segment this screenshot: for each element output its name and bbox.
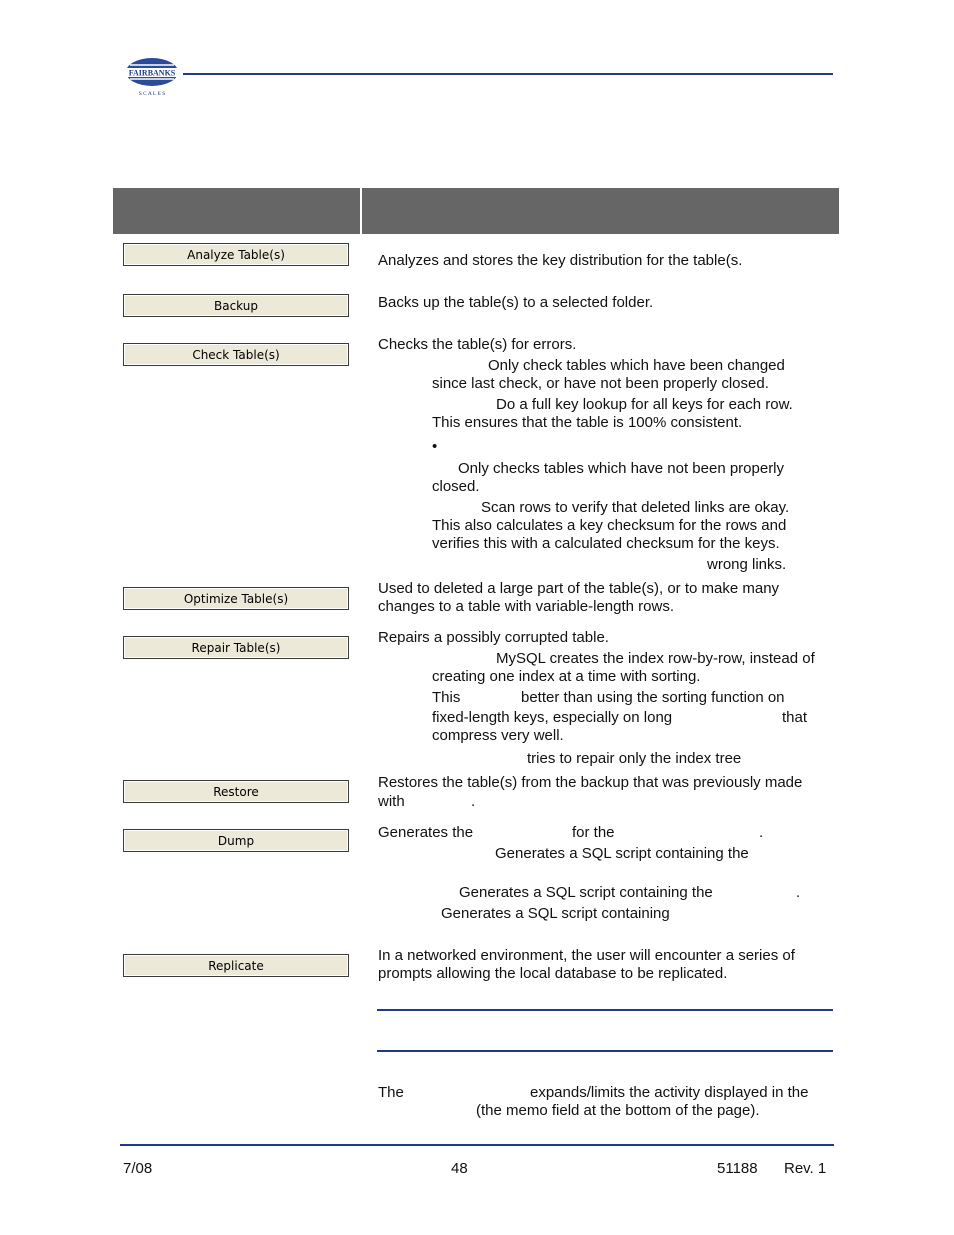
fairbanks-logo [122, 55, 184, 99]
analyze-tables-button[interactable]: Analyze Table(s) [123, 243, 349, 266]
dump-option-text: Generates a SQL script containing the [459, 884, 713, 901]
optimize-tables-button[interactable]: Optimize Table(s) [123, 587, 349, 610]
check-option-text: This ensures that the table is 100% consistent. [432, 414, 743, 431]
dump-option-text: Generates a SQL script containing [441, 905, 670, 922]
repair-description: Repairs a possibly corrupted table. [378, 629, 609, 646]
dump-option-text: . [796, 884, 801, 901]
backup-description: Backs up the table(s) to a selected folder. [378, 294, 654, 311]
dump-description: Generates the [378, 824, 474, 841]
check-option-text: Scan rows to verify that deleted links are okay. [481, 499, 790, 516]
table-header-band [113, 188, 839, 234]
section-rule [377, 1050, 833, 1052]
optimize-description: Used to deleted a large part of the table(s), or to make many [378, 580, 780, 597]
table-header-divider [360, 188, 362, 234]
restore-description: Restores the table(s) from the backup that was previously made [378, 774, 803, 791]
repair-option-text: creating one index at a time with sorting. [432, 668, 701, 685]
check-option-text: Do a full key lookup for all keys for each row. [496, 396, 793, 413]
bottom-paragraph: (the memo field at the bottom of the page). [476, 1102, 760, 1119]
check-option-text: since last check, or have not been properly closed. [432, 375, 769, 392]
check-option-text: Only check tables which have been changed [488, 357, 785, 374]
footer-date: 7/08 [123, 1160, 153, 1177]
check-option-text: closed. [432, 478, 480, 495]
bottom-paragraph: expands/limits the activity displayed in the [530, 1084, 809, 1101]
dump-description: . [759, 824, 764, 841]
repair-tables-button[interactable]: Repair Table(s) [123, 636, 349, 659]
footer-revision: Rev. 1 [784, 1160, 827, 1177]
repair-option-text: that [782, 709, 808, 726]
analyze-description: Analyzes and stores the key distribution for the table(s. [378, 252, 743, 269]
svg-text:FAIRBANKS: FAIRBANKS [128, 68, 176, 78]
repair-option-text: MySQL creates the index row-by-row, instead of [496, 650, 815, 667]
footer-rule [120, 1144, 834, 1146]
dump-option-text: Generates a SQL script containing the [495, 845, 749, 862]
bullet: • [432, 438, 438, 455]
repair-option-text: compress very well. [432, 727, 564, 744]
check-description: Checks the table(s) for errors. [378, 336, 577, 353]
replicate-description: In a networked environment, the user will encounter a series of [378, 947, 795, 964]
backup-button[interactable]: Backup [123, 294, 349, 317]
repair-option-text: fixed-length keys, especially on long [432, 709, 673, 726]
replicate-button[interactable]: Replicate [123, 954, 349, 977]
section-rule [377, 1009, 833, 1011]
footer-page-number: 48 [451, 1160, 468, 1177]
restore-button[interactable]: Restore [123, 780, 349, 803]
check-option-text: This also calculates a key checksum for the rows and [432, 517, 787, 534]
check-option-text: verifies this with a calculated checksum for the keys. [432, 535, 780, 552]
footer-doc-number: 51188 [717, 1160, 758, 1177]
check-option-text: Only checks tables which have not been properly [458, 460, 785, 477]
replicate-description: prompts allowing the local database to be replicated. [378, 965, 728, 982]
repair-option-text: better than using the sorting function on [521, 689, 785, 706]
check-tables-button[interactable]: Check Table(s) [123, 343, 349, 366]
dump-button[interactable]: Dump [123, 829, 349, 852]
optimize-description: changes to a table with variable-length rows. [378, 598, 675, 615]
restore-description: with [378, 793, 405, 810]
repair-option-text: This [432, 689, 461, 706]
restore-description: . [471, 793, 476, 810]
dump-description: for the [572, 824, 615, 841]
header-rule [183, 73, 833, 75]
bottom-paragraph: The [378, 1084, 404, 1101]
repair-option-text: tries to repair only the index tree [527, 750, 742, 767]
check-option-text: wrong links. [707, 556, 787, 573]
svg-text:S C A L E S: S C A L E S [138, 91, 166, 97]
